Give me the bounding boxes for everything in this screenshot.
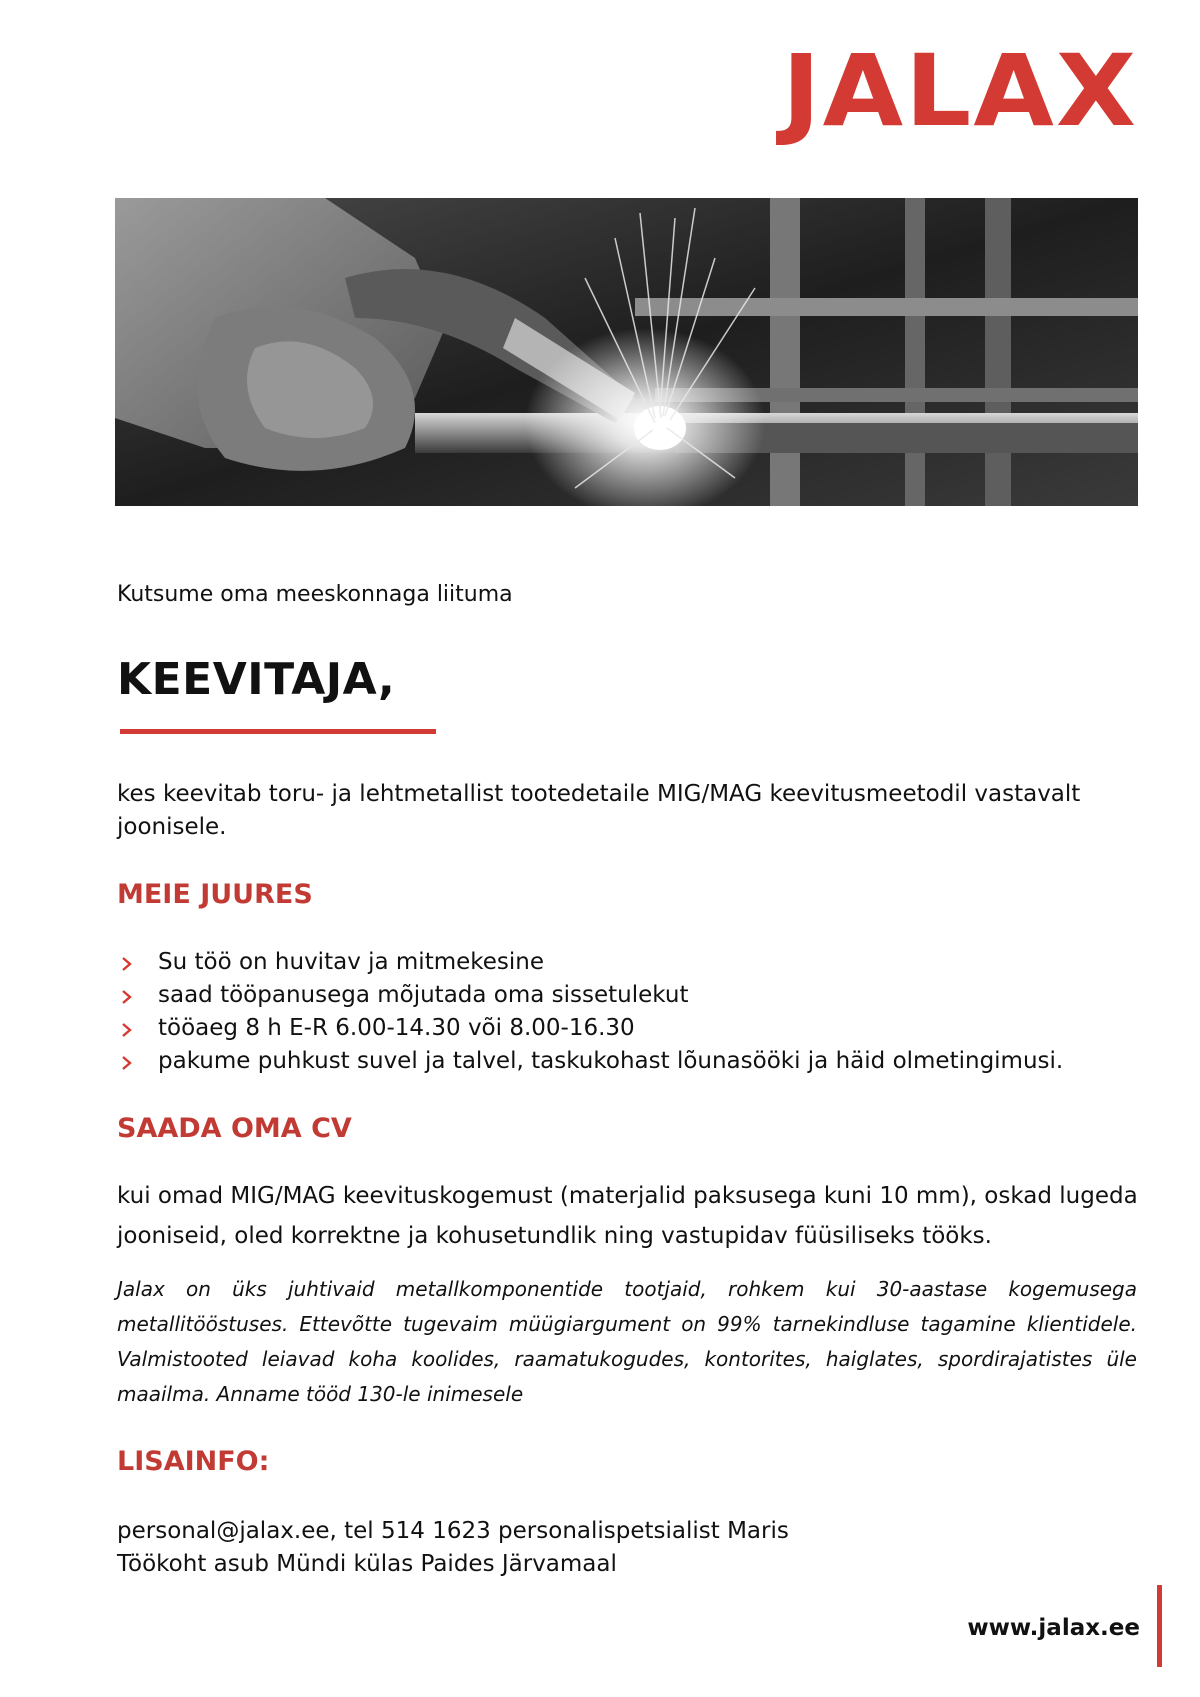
chevron-right-icon <box>121 1056 133 1070</box>
benefits-list <box>117 946 1137 1078</box>
list-item-text: Su töö on huvitav ja mitmekesine <box>158 949 545 975</box>
intro-text: Kutsume oma meeskonnaga liituma <box>117 582 513 607</box>
list-item <box>117 1045 1137 1078</box>
list-item <box>117 979 1137 1012</box>
hero-welding-photo <box>115 198 1138 506</box>
saada-oma-cv-heading: SAADA OMA CV <box>117 1113 352 1144</box>
welding-photo-illustration <box>115 198 1138 506</box>
title-underline <box>120 729 436 734</box>
job-description: kes keevitab toru- ja lehtmetallist tootedetaile MIG/MAG keevitusmeetodil vastavalt joonisele. <box>117 781 1081 840</box>
chevron-right-icon <box>121 1023 133 1037</box>
chevron-right-icon <box>121 957 133 971</box>
jalax-logo <box>722 32 1138 149</box>
company-description: Jalax on üks juhtivaid metallkomponentide tootjaid, rohkem kui 30-aastase kogemusega metallitööstuses. Ettevõtte tugevaim müügiargument on 99% tarnekindluse tagamine klientidele. Valmistooted leiavad koha koolides, raamatukogudes, kontorites, haiglates, spordirajatistes üle maailma. Anname tööd 130-le inimesele <box>117 1277 1137 1406</box>
chevron-right-icon <box>121 990 133 1004</box>
lisainfo-heading: LISAINFO: <box>117 1446 270 1477</box>
list-item <box>117 946 1137 979</box>
meie-juures-heading: MEIE JUURES <box>117 879 313 910</box>
contact-info <box>117 1515 789 1581</box>
website-link[interactable]: www.jalax.ee <box>967 1615 1140 1641</box>
cv-requirements-text: kui omad MIG/MAG keevituskogemust (materjalid paksusega kuni 10 mm), oskad lugeda jooniseid, oled korrektne ja kohusetundlik ning vastupidav füüsiliseks tööks. <box>117 1183 1138 1249</box>
website-accent-bar <box>1157 1585 1162 1667</box>
job-title: KEEVITAJA, <box>117 654 396 705</box>
list-item-text: pakume puhkust suvel ja talvel, taskukohast lõunasööki ja häid olmetingimusi. <box>158 1048 1064 1074</box>
logo-wordmark: JALAX <box>781 32 1138 149</box>
list-item-text: saad tööpanusega mõjutada oma sissetulekut <box>158 982 689 1008</box>
contact-email-phone: personal@jalax.ee, tel 514 1623 personalispetsialist Maris <box>117 1518 789 1544</box>
list-item <box>117 1012 1137 1045</box>
job-location: Töökoht asub Mündi külas Paides Järvamaal <box>117 1551 617 1577</box>
list-item-text: tööaeg 8 h E-R 6.00-14.30 või 8.00-16.30 <box>158 1015 635 1041</box>
